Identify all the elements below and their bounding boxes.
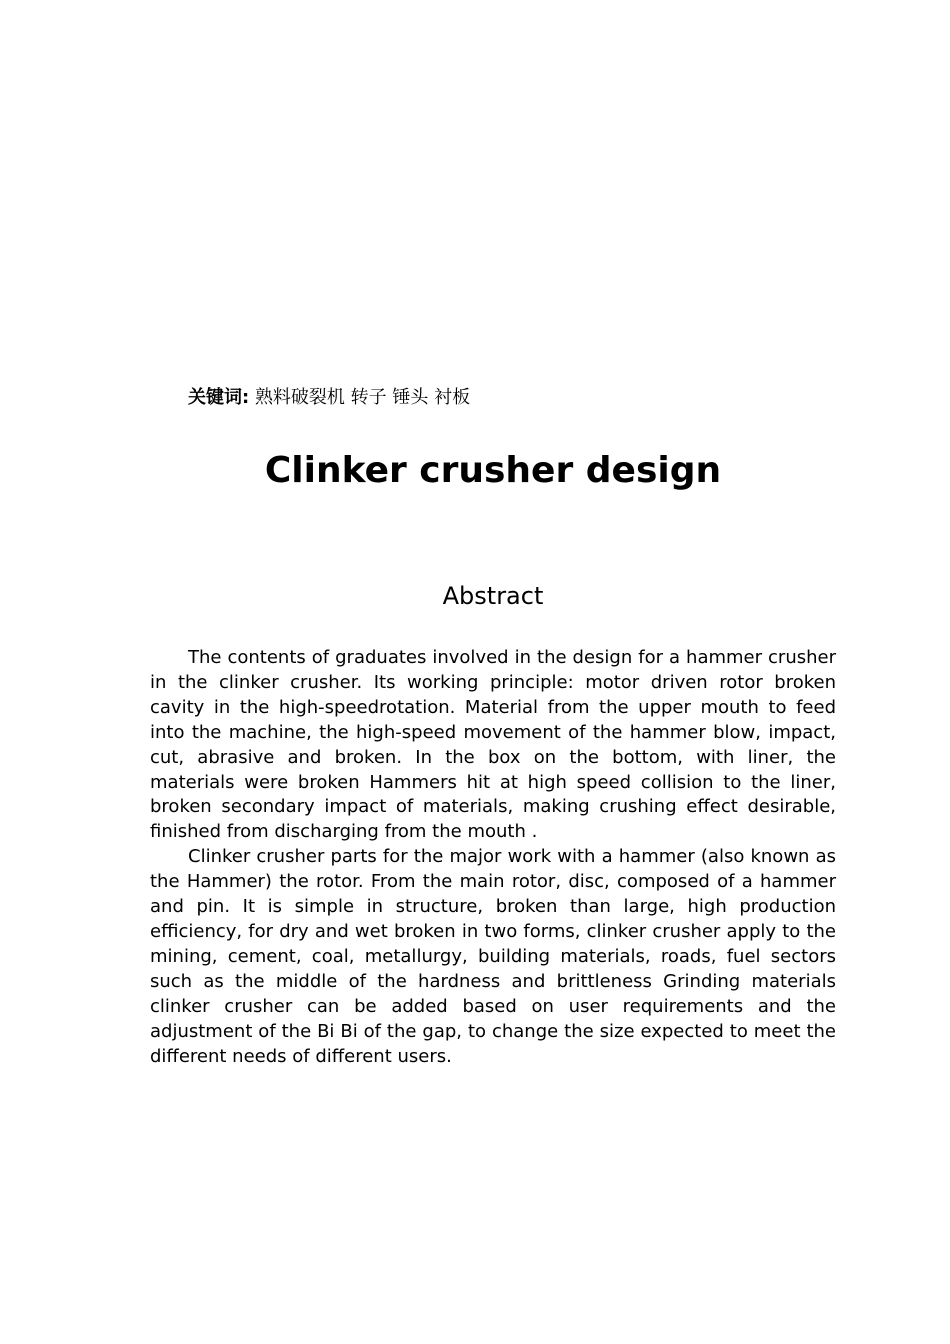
keywords-label: 关键词: (188, 387, 250, 408)
abstract-paragraph: Clinker crusher parts for the major work with a hammer (also known as the Hammer) the rotor. From the main rotor, disc, composed of a hammer and pin. It is simple in structure, broken than large, high production efficiency, for dry and wet broken in two forms, clinker crusher apply to the mining, cement, coal, metallurgy, building materials, roads, fuel sectors such as the middle of the hardness and brittleness Grinding materials clinker crusher can be added based on user requirements and the adjustment of the Bi Bi of the gap, to change the size expected to meet the different needs of different users. (150, 846, 836, 1067)
abstract-paragraph: The contents of graduates involved in the design for a hammer crusher in the clinker crusher. Its working principle: motor driven rotor broken cavity in the high-speedrotation. Material from the upper mouth to feed into the machine, the high-speed movement of the hammer blow, impact, cut, abrasive and broken. In the box on the bottom, with liner, the materials were broken Hammers hit at high speed collision to the liner, broken secondary impact of materials, making crushing effect desirable, finished from discharging from the mouth . (150, 647, 836, 843)
document-title: Clinker crusher design (264, 450, 722, 491)
abstract-heading: Abstract (442, 582, 544, 610)
abstract-body (150, 646, 836, 1069)
keywords-line (188, 385, 470, 411)
keywords-terms: 熟料破裂机 转子 锤头 衬板 (254, 387, 471, 408)
